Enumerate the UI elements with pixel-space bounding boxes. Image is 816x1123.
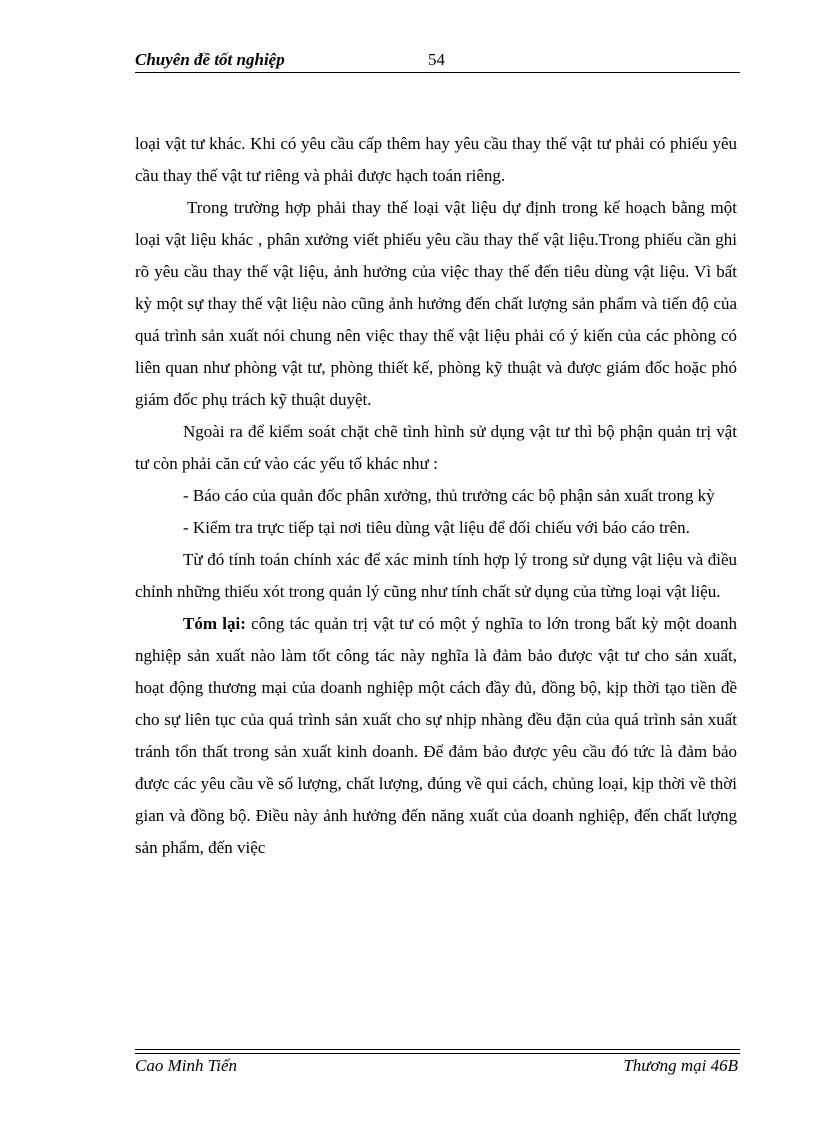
page-number: 54 [428, 50, 445, 69]
footer-rule-thin [135, 1053, 740, 1054]
footer-rule-thick [135, 1049, 740, 1050]
summary-text: công tác quản trị vật tư có một ý nghĩa to lớn trong bất kỳ một doanh nghiệp sản xuất nào làm tốt công tác này nghĩa là đảm bảo được vật tư cho sản xuất, hoạt động thương mại của doanh nghiệp một cách đầy đủ, đồng bộ, kịp thời tạo tiền đề cho sự liên tục của quá trình sản xuất cho sự nhịp nhàng đều đặn của quá trình sản xuất tránh tổn thất trong sản xuất kinh doanh. Để đảm bảo được yêu cầu đó tức là đảm bảo được các yêu cầu về số lượng, chất lượng, đúng về qui cách, chủng loại, kịp thời về thời gian và đồng bộ. Điều này ảnh hưởng đến năng xuất của doanh nghiệp, đến chất lượng sản phẩm, đến việc [135, 614, 738, 857]
paragraph-5: - Kiểm tra trực tiếp tại nơi tiêu dùng vật liệu để đối chiếu với báo cáo trên. [183, 518, 690, 537]
paragraph-3: Ngoài ra để kiểm soát chặt chẽ tình hình sử dụng vật tư thì bộ phận quản trị vật tư còn phải căn cứ vào các yếu tố khác như : [135, 422, 737, 473]
header-rule [135, 72, 740, 73]
page-header [135, 50, 740, 74]
footer-author: Cao Minh Tiến [135, 1056, 238, 1075]
summary-lead: Tóm lại: [183, 614, 246, 633]
footer-class: Thương mại 46B [623, 1056, 738, 1075]
body-text [135, 128, 737, 864]
paragraph-2: Trong trường hợp phải thay thế loại vật liệu dự định trong kế hoạch bằng một loại vật liệu khác , phân xưởng viết phiếu yêu cầu thay thế vật liệu.Trong phiếu cần ghi rõ yêu cầu thay thế vật liệu, ảnh hưởng của việc thay thế đến tiêu dùng vật liệu. Vì bất kỳ một sự thay thế vật liệu nào cũng ảnh hưởng đến chất lượng sản phẩm và tiến độ của quá trình sản xuất nói chung nên việc thay thế vật liệu phải có ý kiến của các phòng có liên quan như phòng vật tư, phòng thiết kế, phòng kỹ thuật và được giám đốc hoặc phó giám đốc phụ trách kỹ thuật duyệt. [135, 198, 737, 409]
paragraph-1: loại vật tư khác. Khi có yêu cầu cấp thêm hay yêu cầu thay thế vật tư phải có phiếu yêu cầu thay thế vật tư riêng và phải được hạch toán riêng. [135, 134, 737, 185]
paragraph-7 [135, 608, 737, 864]
header-title: Chuyên đề tốt nghiệp [135, 50, 285, 69]
paragraph-4: - Báo cáo của quản đốc phân xưởng, thủ trưởng các bộ phận sản xuất trong kỳ [183, 486, 715, 505]
paragraph-6: Từ đó tính toán chính xác để xác minh tính hợp lý trong sử dụng vật liệu và điều chỉnh những thiếu xót trong quản lý cũng như tính chất sử dụng của từng loại vật liệu. [135, 550, 737, 601]
